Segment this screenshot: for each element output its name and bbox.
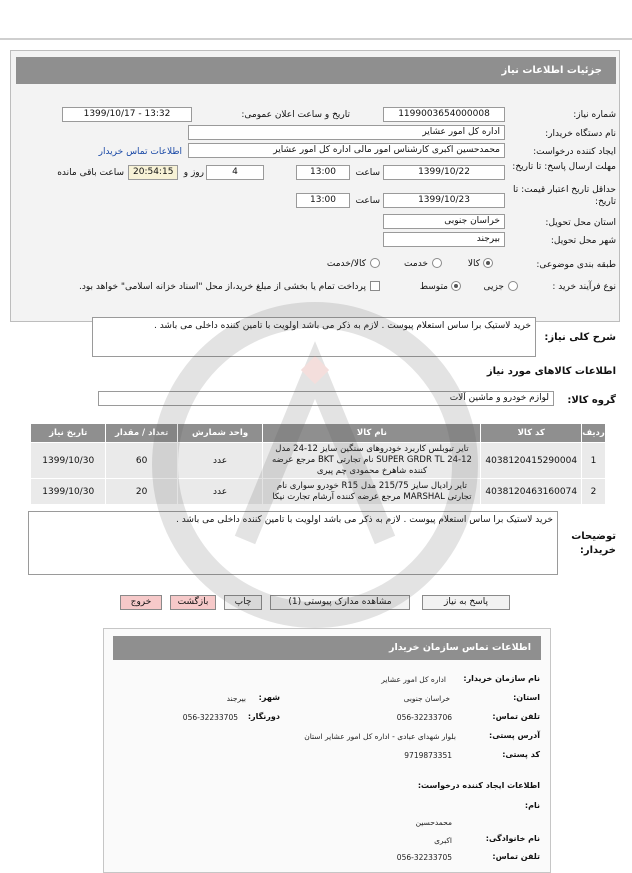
row-name: تایر تیوبلس کاربرد خودروهای سنگین سایز 12-24 مدل SUPER GRDR TL 24-12 نام تجارتی BKT مرجع عرضه کننده شاهرخ محمودی چم پیری bbox=[263, 443, 481, 479]
buyer-label: نام دستگاه خریدار: bbox=[545, 129, 616, 139]
process-partial-radio[interactable] bbox=[508, 281, 518, 291]
contact-phone-label: تلفن تماس: bbox=[492, 712, 540, 721]
contact-org-value: اداره کل امور عشایر bbox=[381, 675, 446, 684]
deadline-time-label: ساعت bbox=[355, 168, 380, 178]
col-code: کد کالا bbox=[481, 424, 582, 443]
category-both-radio[interactable] bbox=[370, 258, 380, 268]
table-row[interactable] bbox=[31, 443, 606, 479]
process-label: نوع فرآیند خرید : bbox=[552, 282, 616, 292]
process-medium-radio[interactable] bbox=[451, 281, 461, 291]
contact-org-label: نام سازمان خریدار: bbox=[463, 674, 540, 683]
buyer-contact-link[interactable]: اطلاعات تماس خریدار bbox=[98, 147, 182, 157]
creator-label: ایجاد کننده درخواست: bbox=[533, 147, 616, 157]
category-label: طبقه بندی موضوعی: bbox=[536, 260, 616, 270]
days-field: 4 bbox=[206, 165, 264, 180]
deadline-date-field[interactable]: 1399/10/22 bbox=[383, 165, 505, 180]
need-number-field[interactable]: 1199003654000008 bbox=[383, 107, 505, 122]
top-divider bbox=[0, 38, 632, 40]
city-field[interactable]: بیرجند bbox=[383, 232, 505, 247]
row-code: 4038120463160074 bbox=[481, 479, 582, 505]
remaining-label: ساعت باقی مانده bbox=[57, 168, 124, 178]
row-unit: عدد bbox=[177, 443, 263, 479]
exit-button[interactable]: خروج bbox=[120, 595, 162, 610]
category-goods-label: کالا bbox=[467, 259, 480, 269]
province-field[interactable]: خراسان جنوبی bbox=[383, 214, 505, 229]
days-label: روز و bbox=[183, 168, 204, 178]
creator-section-title: اطلاعات ایجاد کننده درخواست: bbox=[417, 781, 540, 790]
process-partial-label: جزیی bbox=[483, 282, 504, 292]
category-service-label: خدمت bbox=[404, 259, 428, 269]
creator-name-label: نام: bbox=[524, 801, 540, 810]
col-date: تاریخ نیاز bbox=[31, 424, 106, 443]
contact-postal-value: 9719873351 bbox=[404, 751, 452, 760]
contact-fax-value: 056-32233705 bbox=[182, 713, 238, 722]
col-qty: تعداد / مقدار bbox=[106, 424, 177, 443]
table-row[interactable] bbox=[31, 479, 606, 505]
creator-family-label: نام خانوادگی: bbox=[485, 834, 540, 843]
row-idx: 2 bbox=[581, 479, 605, 505]
panel-title: جزئیات اطلاعات نیاز bbox=[16, 57, 616, 84]
col-idx: ردیف bbox=[581, 424, 605, 443]
back-button[interactable]: بازگشت bbox=[170, 595, 216, 610]
category-service-radio[interactable] bbox=[432, 258, 442, 268]
buyer-notes-textarea[interactable]: خرید لاستیک برا ساس استعلام پیوست . لازم به ذکر می باشد اولویت با تامین کننده داخلی می باشد . bbox=[28, 511, 558, 575]
process-medium-label: متوسط bbox=[419, 282, 448, 292]
items-table bbox=[30, 423, 606, 505]
row-code: 4038120415290004 bbox=[481, 443, 582, 479]
reply-button[interactable]: پاسخ به نیاز bbox=[422, 595, 510, 610]
province-label: استان محل تحویل: bbox=[545, 218, 616, 228]
contact-city-value: بیرجند bbox=[226, 694, 246, 703]
col-name: نام کالا bbox=[263, 424, 481, 443]
category-both-label: کالا/خدمت bbox=[326, 259, 366, 269]
city-label: شهر محل تحویل: bbox=[550, 236, 616, 246]
contact-address-label: آدرس پستی: bbox=[489, 731, 540, 740]
row-qty: 60 bbox=[106, 443, 177, 479]
category-goods-radio[interactable] bbox=[483, 258, 493, 268]
validity-label: حداقل تاریخ اعتبار قیمت: تا تاریخ: bbox=[513, 185, 616, 207]
validity-time-label: ساعت bbox=[355, 196, 380, 206]
row-idx: 1 bbox=[581, 443, 605, 479]
contact-phone-value: 056-32233706 bbox=[396, 713, 452, 722]
contact-fax-label: دورنگار: bbox=[247, 712, 280, 721]
treasury-text: پرداخت تمام یا بخشی از مبلغ خرید،از محل "اسناد خزانه اسلامی" خواهد بود. bbox=[78, 282, 366, 292]
announce-label: تاریخ و ساعت اعلان عمومی: bbox=[241, 110, 350, 120]
need-number-label: شماره نیاز: bbox=[573, 110, 616, 120]
description-textarea[interactable]: خرید لاستیک برا ساس استعلام پیوست . لازم به ذکر می باشد اولویت با تامین کننده داخلی می باشد . bbox=[92, 317, 536, 357]
buyer-field[interactable]: اداره کل امور عشایر bbox=[188, 125, 505, 140]
creator-family-value: اکبری bbox=[434, 836, 452, 845]
row-date: 1399/10/30 bbox=[31, 479, 106, 505]
col-unit: واحد شمارش bbox=[177, 424, 263, 443]
creator-field[interactable]: محمدحسین اکبری کارشناس امور مالی اداره کل امور عشایر bbox=[188, 143, 505, 158]
items-table-header bbox=[31, 424, 606, 443]
deadline-time-field[interactable]: 13:00 bbox=[296, 165, 350, 180]
row-date: 1399/10/30 bbox=[31, 443, 106, 479]
announce-field[interactable]: 1399/10/17 - 13:32 bbox=[62, 107, 192, 122]
contact-province-value: خراسان جنوبی bbox=[403, 694, 450, 703]
creator-phone-label: تلفن تماس: bbox=[492, 852, 540, 861]
contact-postal-label: کد پستی: bbox=[502, 750, 540, 759]
creator-phone-value: 056-32233705 bbox=[396, 853, 452, 862]
row-qty: 20 bbox=[106, 479, 177, 505]
deadline-label: مهلت ارسال پاسخ: تا تاریخ: bbox=[512, 162, 616, 172]
validity-time-field[interactable]: 13:00 bbox=[296, 193, 350, 208]
description-label: شرح کلی نیاز: bbox=[544, 332, 616, 343]
contact-title: اطلاعات تماس سازمان خریدار bbox=[113, 636, 541, 660]
goods-group-field[interactable]: لوازم خودرو و ماشین آلات bbox=[98, 391, 554, 406]
row-name: تایر رادیال سایز 215/75 مدل R15 خودرو سواری نام تجارتی MARSHAL مرجع عرضه کننده آرشام تجارت نیکا bbox=[263, 479, 481, 505]
row-unit: عدد bbox=[177, 479, 263, 505]
contact-province-label: استان: bbox=[513, 693, 540, 702]
validity-date-field[interactable]: 1399/10/23 bbox=[383, 193, 505, 208]
treasury-checkbox[interactable] bbox=[370, 281, 380, 291]
goods-section-title: اطلاعات کالاهای مورد نیاز bbox=[486, 366, 616, 377]
creator-name-value: محمدحسین bbox=[415, 818, 452, 827]
goods-group-label: گروه کالا: bbox=[567, 395, 616, 406]
contact-address-value: بلوار شهدای عبادی - اداره کل امور عشایر استان bbox=[304, 732, 456, 741]
attachments-button[interactable]: مشاهده مدارک پیوستی (1) bbox=[270, 595, 410, 610]
contact-city-label: شهر: bbox=[258, 693, 280, 702]
remaining-time-field: 20:54:15 bbox=[128, 165, 178, 180]
print-button[interactable]: چاپ bbox=[224, 595, 262, 610]
buyer-notes-label: توضیحات خریدار: bbox=[571, 531, 616, 556]
